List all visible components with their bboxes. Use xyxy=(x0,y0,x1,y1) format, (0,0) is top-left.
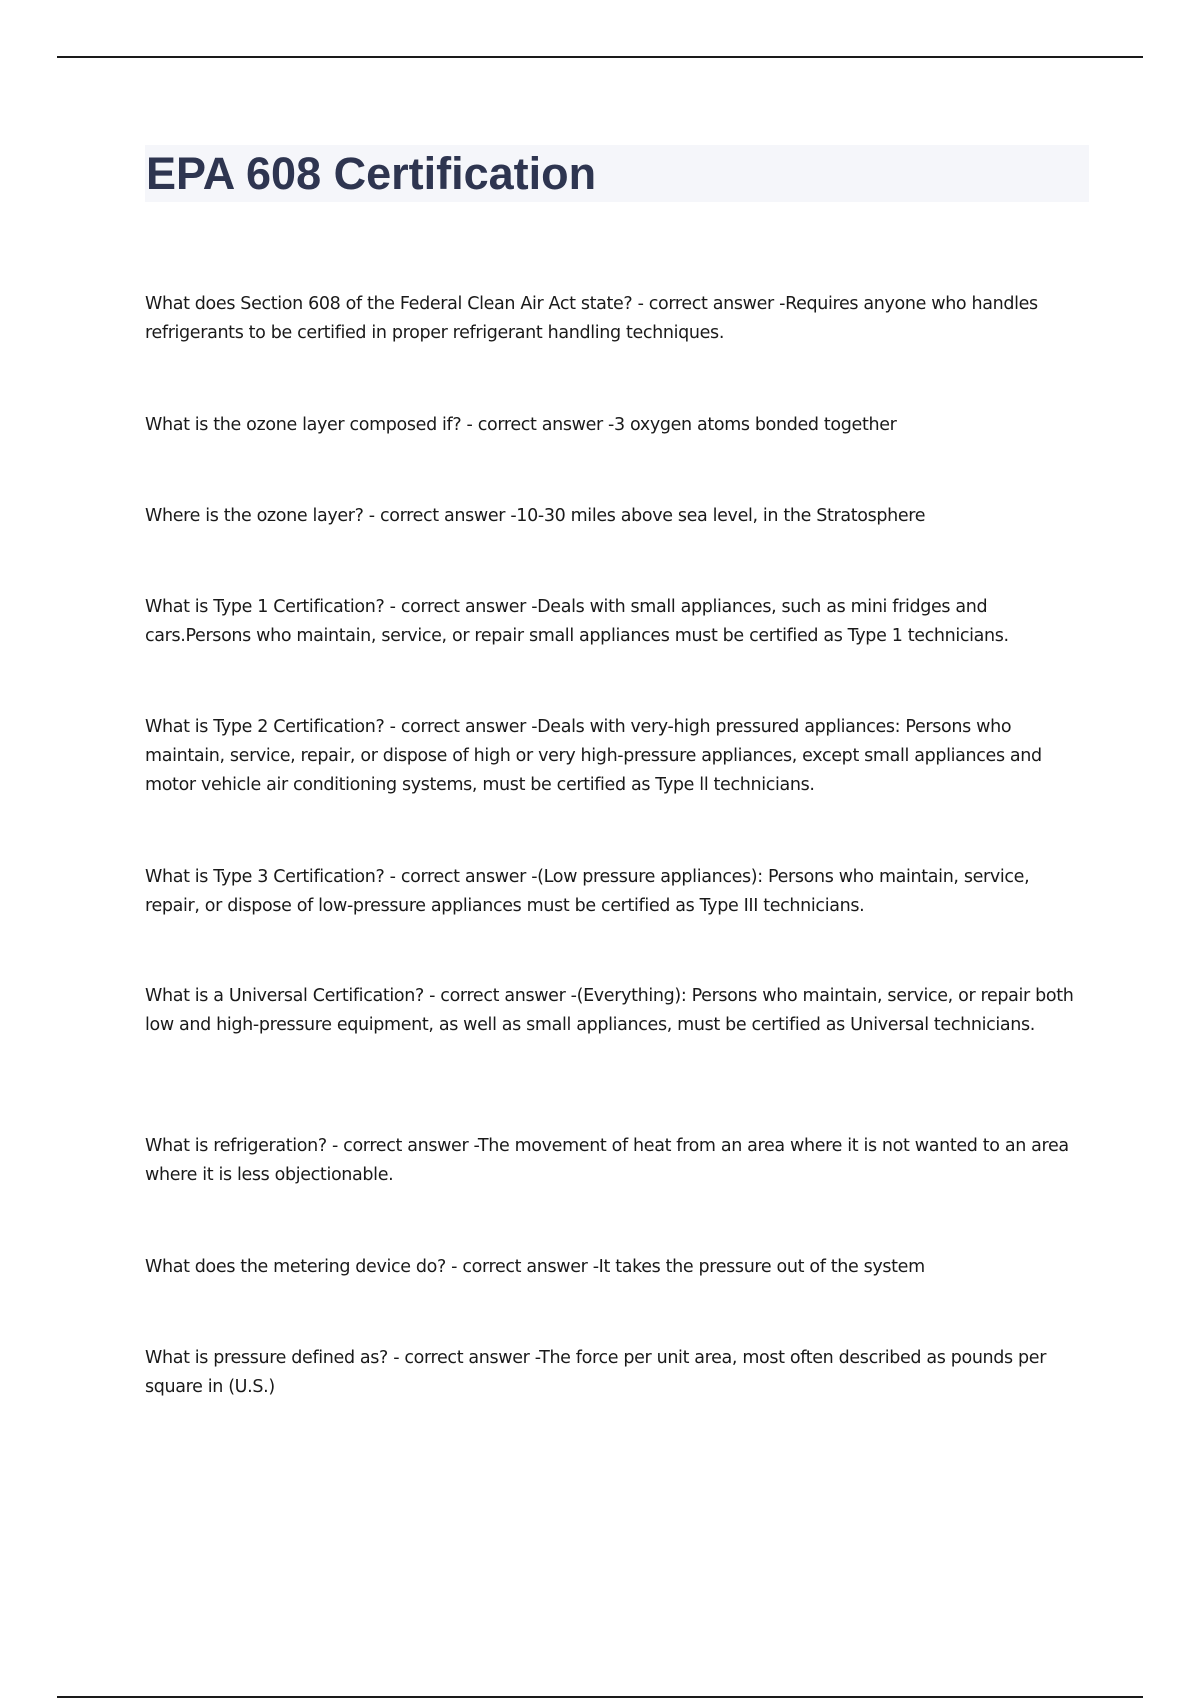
qa-item: What is pressure defined as? - correct answer -The force per unit area, most often described as pounds per square in (U.S.) xyxy=(145,1348,1047,1397)
qa-item: What is the ozone layer composed if? - correct answer -3 oxygen atoms bonded together xyxy=(145,415,897,435)
footer-rule xyxy=(57,1696,1143,1698)
document-title: EPA 608 Certification xyxy=(146,148,597,199)
qa-item: What is refrigeration? - correct answer -The movement of heat from an area where it is not wanted to an area where it is less objectionable. xyxy=(145,1136,1069,1185)
qa-item: What is a Universal Certification? - correct answer -(Everything): Persons who maintain, service, or repair both low and high-pressure equipment, as well as small appliances, must be certified as Universal technicians. xyxy=(145,986,1074,1035)
qa-item: What is Type 1 Certification? - correct answer -Deals with small appliances, such as mini fridges and cars.Persons who maintain, service, or repair small appliances must be certified as Type 1 technicians. xyxy=(145,597,1009,646)
qa-item: What is Type 3 Certification? - correct answer -(Low pressure appliances): Persons who maintain, service, repair, or dispose of low-pressure appliances must be certified as Type III technicians. xyxy=(145,867,1030,916)
qa-item: What does Section 608 of the Federal Clean Air Act state? - correct answer -Requires anyone who handles refrigerants to be certified in proper refrigerant handling techniques. xyxy=(145,294,1038,343)
header-rule xyxy=(57,56,1143,58)
qa-item: What does the metering device do? - correct answer -It takes the pressure out of the system xyxy=(145,1257,925,1277)
qa-item: What is Type 2 Certification? - correct answer -Deals with very-high pressured appliances: Persons who maintain, service, repair, or dispose of high or very high-pressure appliances, except small appliances and motor vehicle air conditioning systems, must be certified as Type ll technicians. xyxy=(145,717,1042,795)
qa-item: Where is the ozone layer? - correct answer -10-30 miles above sea level, in the Stratosphere xyxy=(145,506,926,526)
